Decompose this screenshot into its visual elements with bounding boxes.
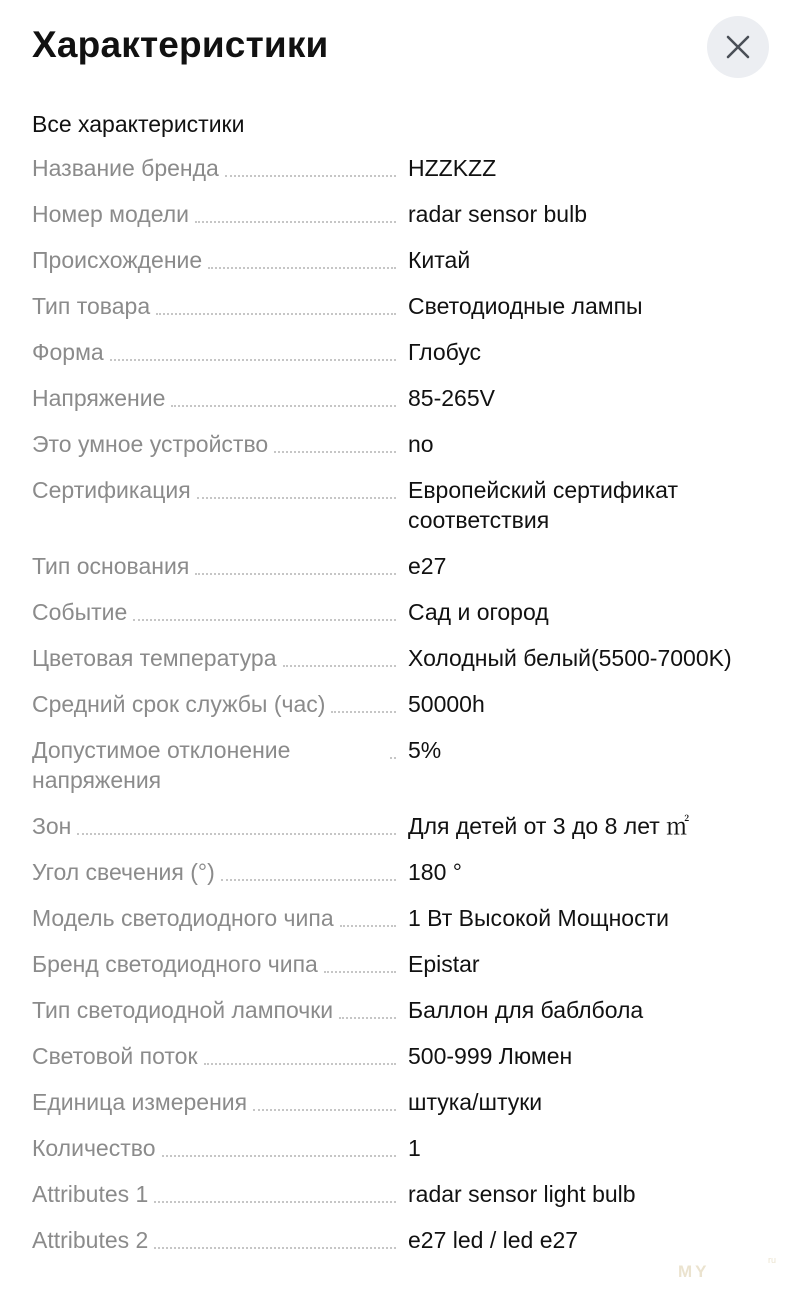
spec-value: 500-999 Люмен (408, 1043, 573, 1069)
spec-label: Бренд светодиодного чипа (32, 951, 318, 977)
spec-value: Для детей от 3 до 8 лет ㎡ (408, 813, 690, 839)
spec-value: Баллон для баблбола (408, 997, 644, 1023)
spec-label-cell (32, 1133, 402, 1163)
spec-label-cell (32, 735, 402, 795)
spec-label: Допустимое отклонение напряжения (32, 737, 291, 793)
spec-label: Это умное устройство (32, 431, 269, 457)
spec-value: no (408, 431, 434, 457)
spec-value: 1 Вт Высокой Мощности (408, 905, 669, 931)
spec-row (32, 291, 768, 321)
spec-row (32, 429, 768, 459)
spec-label: Количество (32, 1135, 156, 1161)
spec-value: Сад и огород (408, 599, 549, 625)
spec-label-cell (32, 689, 402, 719)
page-title: Характеристики (32, 24, 329, 65)
dotted-leader (283, 643, 397, 667)
spec-value: Европейский сертификат соответствия (408, 477, 679, 533)
spec-row (32, 199, 768, 229)
spec-row (32, 643, 768, 673)
spec-row (32, 383, 768, 413)
spec-value: Глобус (408, 339, 482, 365)
spec-value: Epistar (408, 951, 480, 977)
spec-row (32, 597, 768, 627)
spec-label-cell (32, 429, 402, 459)
spec-label: Угол свечения (°) (32, 859, 215, 885)
spec-value: HZZKZZ (408, 155, 497, 181)
spec-row (32, 903, 768, 933)
specs-list (32, 153, 768, 1271)
spec-label: Средний срок службы (час) (32, 691, 326, 717)
spec-label: Единица измерения (32, 1089, 248, 1115)
spec-label: Сертификация (32, 477, 191, 503)
spec-label: Цветовая температура (32, 645, 277, 671)
spec-label-cell (32, 597, 402, 627)
spec-label-cell (32, 1041, 402, 1071)
spec-value: 50000h (408, 691, 485, 717)
spec-row (32, 995, 768, 1025)
dotted-leader (274, 429, 396, 453)
spec-value: Светодиодные лампы (408, 293, 643, 319)
dotted-leader (324, 949, 396, 973)
spec-row (32, 1225, 768, 1255)
dotted-leader (171, 383, 396, 407)
spec-label: Тип товара (32, 293, 151, 319)
spec-label-cell (32, 949, 402, 979)
spec-label-cell (32, 995, 402, 1025)
watermark: MY (678, 1262, 710, 1281)
close-button[interactable] (707, 16, 769, 78)
spec-row (32, 551, 768, 581)
dotted-leader (339, 995, 396, 1019)
spec-label: Форма (32, 339, 104, 365)
spec-row (32, 811, 768, 841)
spec-label: Тип основания (32, 553, 190, 579)
spec-value: radar sensor bulb (408, 201, 587, 227)
spec-row (32, 949, 768, 979)
spec-label-cell (32, 153, 402, 183)
dotted-leader (154, 1179, 396, 1203)
spec-label: Модель светодиодного чипа (32, 905, 334, 931)
spec-label-cell (32, 199, 402, 229)
close-icon (725, 34, 751, 60)
dotted-leader (110, 337, 396, 361)
spec-value: Холодный белый(5500-7000K) (408, 645, 732, 671)
spec-label-cell (32, 291, 402, 321)
spec-label-cell (32, 551, 402, 581)
spec-value: 85-265V (408, 385, 495, 411)
dotted-leader (154, 1225, 396, 1249)
spec-label: Событие (32, 599, 128, 625)
spec-value: штука/штуки (408, 1089, 543, 1115)
spec-label: Attributes 1 (32, 1181, 149, 1207)
spec-value: Китай (408, 247, 471, 273)
spec-row (32, 1133, 768, 1163)
spec-row (32, 475, 768, 535)
spec-label: Происхождение (32, 247, 203, 273)
dotted-leader (225, 153, 396, 177)
dotted-leader (156, 291, 396, 315)
watermark-suffix: ru (768, 1255, 777, 1265)
dotted-leader (133, 597, 396, 621)
dotted-leader (162, 1133, 396, 1157)
dotted-leader (208, 245, 396, 269)
spec-label: Тип светодиодной лампочки (32, 997, 334, 1023)
spec-label: Напряжение (32, 385, 166, 411)
dotted-leader (197, 475, 396, 499)
spec-value: e27 led / led e27 (408, 1227, 579, 1253)
dotted-leader (331, 689, 396, 713)
dotted-leader (195, 199, 396, 223)
spec-value: radar sensor light bulb (408, 1181, 636, 1207)
spec-row (32, 735, 768, 795)
spec-row (32, 153, 768, 183)
spec-label-cell (32, 245, 402, 275)
spec-value: 1 (408, 1135, 421, 1161)
dotted-leader (340, 903, 396, 927)
dotted-leader (253, 1087, 396, 1111)
spec-row (32, 1087, 768, 1117)
spec-label-cell (32, 1087, 402, 1117)
section-title: Все характеристики (32, 111, 245, 137)
spec-label: Attributes 2 (32, 1227, 149, 1253)
spec-label-cell (32, 643, 402, 673)
spec-row (32, 245, 768, 275)
spec-label: Зон (32, 813, 72, 839)
dotted-leader (77, 811, 396, 835)
spec-label-cell (32, 857, 402, 887)
spec-row (32, 337, 768, 367)
spec-label-cell (32, 1179, 402, 1209)
spec-label-cell (32, 475, 402, 505)
spec-label: Световой поток (32, 1043, 198, 1069)
dotted-leader (221, 857, 396, 881)
spec-label-cell (32, 337, 402, 367)
spec-label: Номер модели (32, 201, 190, 227)
spec-row (32, 1041, 768, 1071)
dotted-leader (195, 551, 396, 575)
spec-label-cell (32, 1225, 402, 1255)
spec-row (32, 689, 768, 719)
dotted-leader (390, 735, 396, 759)
spec-label-cell (32, 811, 402, 841)
spec-label: Название бренда (32, 155, 219, 181)
spec-value: e27 (408, 553, 447, 579)
spec-value: 5% (408, 737, 442, 763)
spec-value: 180 ° (408, 859, 462, 885)
spec-label-cell (32, 383, 402, 413)
spec-row (32, 1179, 768, 1209)
dotted-leader (204, 1041, 396, 1065)
spec-label-cell (32, 903, 402, 933)
spec-row (32, 857, 768, 887)
